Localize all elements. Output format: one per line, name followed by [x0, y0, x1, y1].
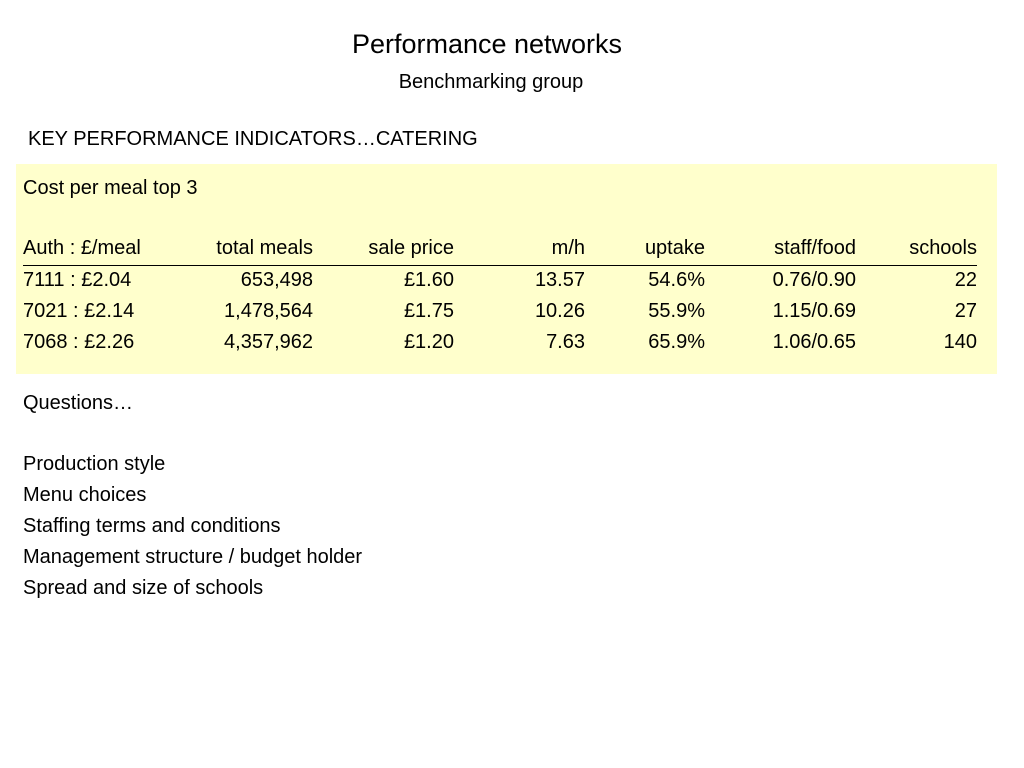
column-header-total-meals: total meals: [166, 234, 313, 266]
table-cell: 10.26: [534, 300, 585, 322]
slide-subtitle: Benchmarking group: [398, 71, 584, 93]
table-cell: 13.57: [534, 269, 585, 291]
table-cell: £1.75: [403, 300, 454, 322]
list-item: Spread and size of schools: [23, 577, 264, 599]
table-cell: 1.06/0.65: [772, 331, 856, 353]
column-header-staff-food: staff/food: [705, 234, 856, 266]
table-cell: 1,478,564: [224, 300, 313, 322]
column-header-mh: m/h: [454, 234, 585, 266]
table-cell: £1.60: [403, 269, 454, 291]
table-header-row: [23, 234, 977, 266]
column-header-auth: Auth : £/meal: [23, 234, 166, 266]
table-cell: 7068 : £2.26: [23, 331, 135, 353]
column-header-sale-price: sale price: [313, 234, 454, 266]
table-cell: 653,498: [240, 269, 313, 291]
column-header-uptake: uptake: [585, 234, 705, 266]
table-row: [23, 266, 977, 298]
table-cell: 54.6%: [648, 269, 705, 291]
table-cell: 55.9%: [648, 300, 705, 322]
table-row: [23, 328, 977, 359]
list-item: Management structure / budget holder: [23, 546, 363, 568]
kpi-box-heading: Cost per meal top 3: [23, 177, 198, 199]
kpi-table: [23, 234, 977, 359]
table-cell: 22: [954, 269, 977, 291]
questions-heading: Questions…: [23, 392, 134, 414]
list-item: Staffing terms and conditions: [23, 515, 281, 537]
slide-title: Performance networks: [351, 29, 623, 59]
kpi-heading: KEY PERFORMANCE INDICATORS…CATERING: [28, 128, 478, 150]
table-row: [23, 297, 977, 328]
question-list: [23, 450, 362, 605]
table-cell: 4,357,962: [224, 331, 313, 353]
table-cell: 140: [943, 331, 977, 353]
table-cell: 65.9%: [648, 331, 705, 353]
table-cell: 7111 : £2.04: [23, 269, 132, 291]
column-header-schools: schools: [856, 234, 977, 266]
table-cell: 7.63: [546, 331, 585, 353]
table-cell: 7021 : £2.14: [23, 300, 135, 322]
list-item: Production style: [23, 453, 166, 475]
table-cell: £1.20: [403, 331, 454, 353]
table-cell: 1.15/0.69: [772, 300, 856, 322]
table-cell: 27: [954, 300, 977, 322]
list-item: Menu choices: [23, 484, 147, 506]
table-cell: 0.76/0.90: [772, 269, 856, 291]
